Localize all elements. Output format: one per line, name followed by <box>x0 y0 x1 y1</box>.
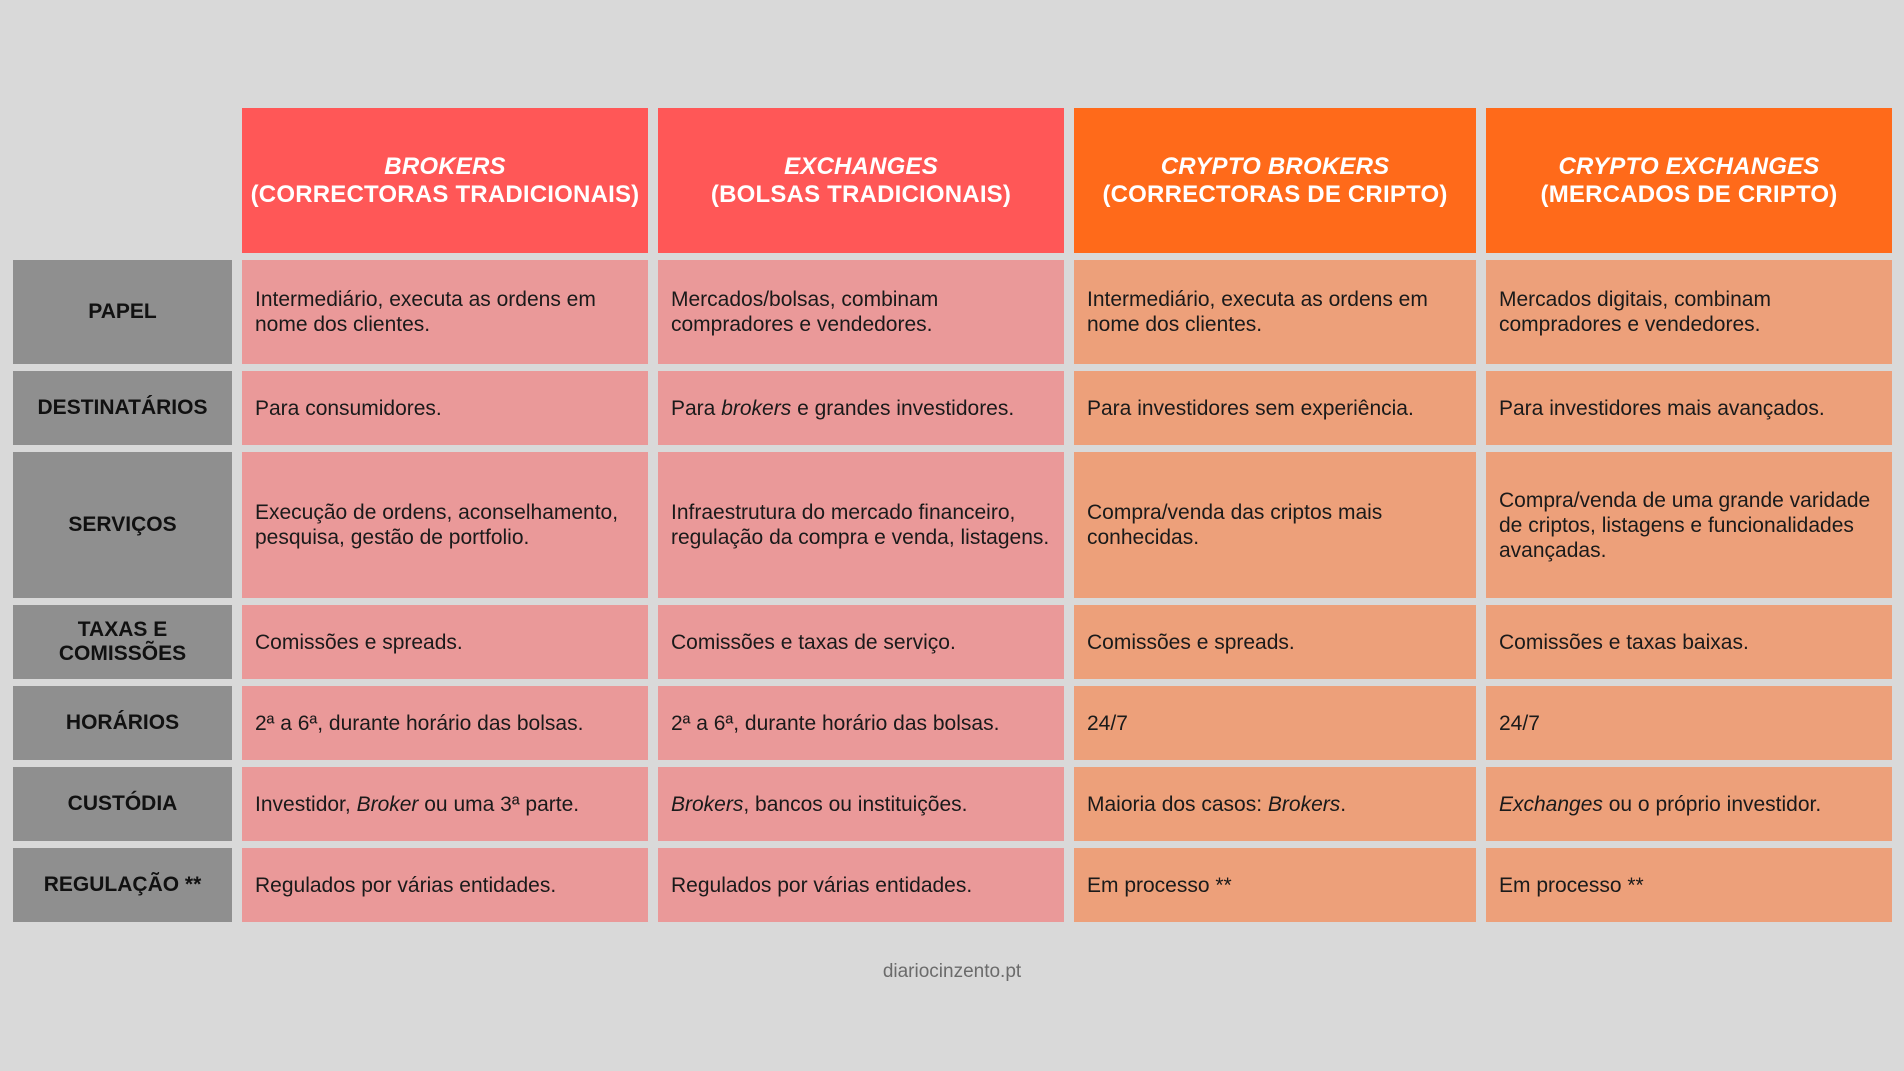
table-cell <box>1486 767 1892 841</box>
cell-text: 24/7 <box>1087 711 1128 735</box>
cell-text: Regulados por várias entidades. <box>255 873 557 897</box>
column-header-subtitle: (MERCADOS DE CRIPTO) <box>1540 180 1838 208</box>
column-header-title: CRYPTO BROKERS <box>1160 152 1390 180</box>
cell-text: Comissões e taxas baixas. <box>1499 630 1749 654</box>
column-header-brokers <box>242 108 648 253</box>
table-cell <box>658 848 1064 922</box>
cell-text: Maioria dos casos: Brokers. <box>1087 792 1347 816</box>
cell-text: Para consumidores. <box>255 396 442 420</box>
table-cell <box>242 767 648 841</box>
cell-text: Para brokers e grandes investidores. <box>671 396 1015 420</box>
table-cell <box>1074 260 1476 364</box>
cell-text: Para investidores mais avançados. <box>1499 396 1825 420</box>
cell-text: Em processo ** <box>1087 873 1232 897</box>
table-cell <box>658 371 1064 445</box>
table-cell <box>1486 605 1892 679</box>
table-cell <box>1486 848 1892 922</box>
cell-text: Brokers, bancos ou instituições. <box>671 792 968 816</box>
cell-text: 2ª a 6ª, durante horário das bolsas. <box>671 711 1000 735</box>
table-cell <box>1486 260 1892 364</box>
table-corner <box>13 108 232 253</box>
table-cell <box>1074 686 1476 760</box>
column-header-subtitle: (BOLSAS TRADICIONAIS) <box>710 180 1012 208</box>
table-cell <box>658 452 1064 598</box>
table-cell <box>1486 686 1892 760</box>
row-label-taxas-e-comissoes: TAXAS E COMISSÕES <box>13 605 232 679</box>
table-cell <box>658 260 1064 364</box>
table-cell <box>658 767 1064 841</box>
row-label-horarios: HORÁRIOS <box>13 686 232 760</box>
cell-text: Para investidores sem experiência. <box>1087 396 1414 420</box>
table-cell <box>1074 848 1476 922</box>
table-cell <box>242 686 648 760</box>
cell-text: Comissões e taxas de serviço. <box>671 630 956 654</box>
cell-text: Compra/venda de uma grande varidade de criptos, listagens e funcionalidades avançadas. <box>1499 488 1871 562</box>
table-cell <box>1486 452 1892 598</box>
cell-text: Mercados/bolsas, combinam compradores e vendedores. <box>671 288 939 336</box>
table-cell <box>242 848 648 922</box>
table-cell <box>1074 452 1476 598</box>
table-cell <box>242 260 648 364</box>
column-header-crypto-brokers <box>1074 108 1476 253</box>
column-header-subtitle: (CORRECTORAS TRADICIONAIS) <box>250 180 640 208</box>
cell-text: Regulados por várias entidades. <box>671 873 973 897</box>
cell-text: Em processo ** <box>1499 873 1644 897</box>
table-cell <box>1486 371 1892 445</box>
row-label-papel: PAPEL <box>13 260 232 364</box>
cell-text: Compra/venda das criptos mais conhecidas. <box>1087 501 1383 549</box>
cell-text: Intermediário, executa as ordens em nome dos clientes. <box>1087 288 1428 336</box>
cell-text: 2ª a 6ª, durante horário das bolsas. <box>255 711 584 735</box>
table-cell <box>1074 605 1476 679</box>
row-label-servicos: SERVIÇOS <box>13 452 232 598</box>
row-label-destinatarios: DESTINATÁRIOS <box>13 371 232 445</box>
column-header-title: CRYPTO EXCHANGES <box>1558 152 1820 180</box>
column-header-title: EXCHANGES <box>784 152 938 180</box>
table-cell <box>242 452 648 598</box>
table-cell <box>1074 767 1476 841</box>
cell-text: Intermediário, executa as ordens em nome dos clientes. <box>255 288 596 336</box>
cell-text: Mercados digitais, combinam compradores e vendedores. <box>1499 288 1771 336</box>
footer-source: diariocinzento.pt <box>882 961 1022 982</box>
cell-text: 24/7 <box>1499 711 1540 735</box>
row-label-custodia: CUSTÓDIA <box>13 767 232 841</box>
cell-text: Comissões e spreads. <box>1087 630 1295 654</box>
table-cell <box>658 686 1064 760</box>
table-cell <box>242 371 648 445</box>
table-cell <box>1074 371 1476 445</box>
table-cell <box>242 605 648 679</box>
cell-text: Infraestrutura do mercado financeiro, regulação da compra e venda, listagens. <box>671 501 1050 549</box>
column-header-subtitle: (CORRECTORAS DE CRIPTO) <box>1102 180 1448 208</box>
cell-text: Investidor, Broker ou uma 3ª parte. <box>255 792 580 816</box>
cell-text: Comissões e spreads. <box>255 630 463 654</box>
table-cell <box>658 605 1064 679</box>
column-header-title: BROKERS <box>384 152 506 180</box>
column-header-exchanges <box>658 108 1064 253</box>
column-header-crypto-exchanges <box>1486 108 1892 253</box>
comparison-table <box>13 108 1892 922</box>
cell-text: Execução de ordens, aconselhamento, pesquisa, gestão de portfolio. <box>255 501 619 549</box>
row-label-regulacao: REGULAÇÃO ** <box>13 848 232 922</box>
cell-text: Exchanges ou o próprio investidor. <box>1499 792 1822 816</box>
